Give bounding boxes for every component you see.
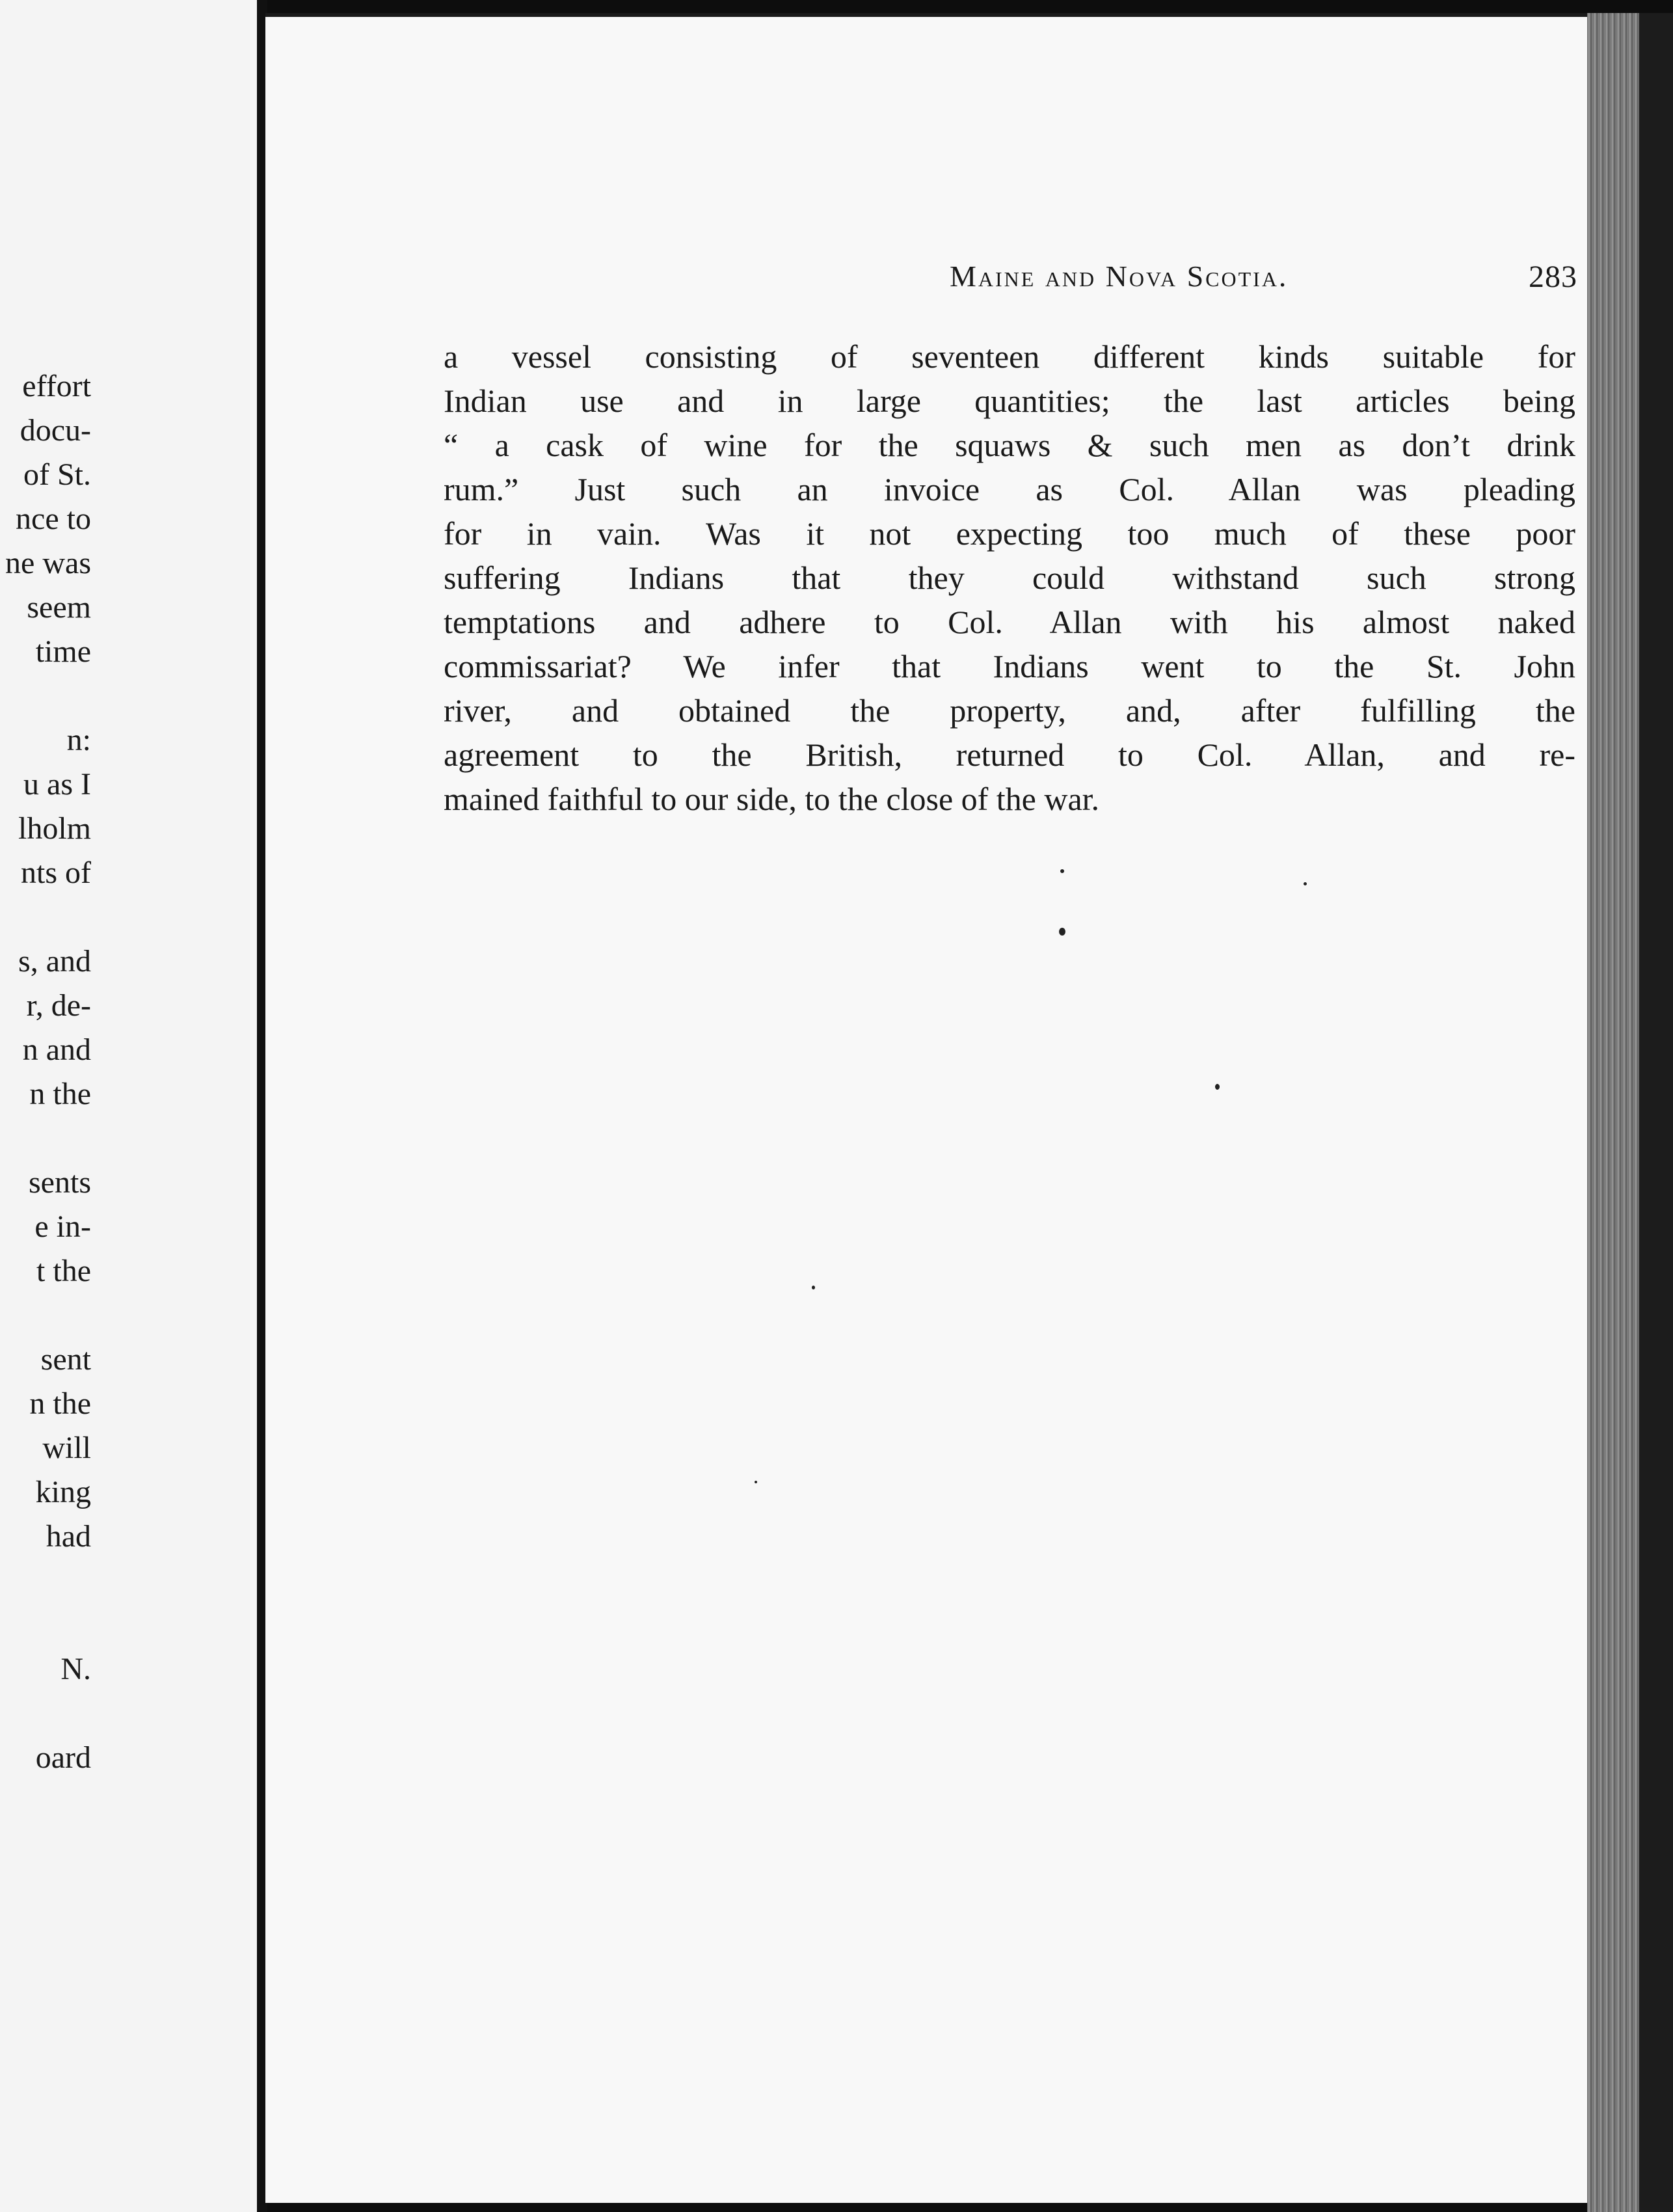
facing-page-text xyxy=(0,364,91,1780)
facing-line xyxy=(0,1116,91,1161)
text-line: for in vain. Was it not expecting too much of these poor xyxy=(444,515,1575,552)
facing-line xyxy=(0,674,91,718)
facing-line: of St. xyxy=(23,457,91,492)
facing-line: will xyxy=(42,1431,91,1465)
text-line: temptations and adhere to Col. Allan with his almost naked xyxy=(444,604,1575,640)
facing-line xyxy=(0,1603,91,1647)
facing-line: nce to xyxy=(16,502,91,536)
facing-line: sent xyxy=(40,1342,91,1377)
text-line: river, and obtained the property, and, after fulfilling the xyxy=(444,692,1575,729)
facing-line: t the xyxy=(36,1254,91,1288)
page-number: 283 xyxy=(1529,260,1577,294)
ink-speck xyxy=(1059,928,1065,936)
facing-line: ne was xyxy=(5,546,91,580)
facing-line: oard xyxy=(35,1740,91,1775)
facing-line: king xyxy=(35,1475,91,1509)
facing-line: e in- xyxy=(34,1209,91,1244)
facing-line: had xyxy=(46,1519,91,1554)
facing-line: effort xyxy=(22,369,91,403)
facing-line: n and xyxy=(22,1032,91,1067)
ink-speck xyxy=(812,1286,815,1289)
text-line: suffering Indians that they could withstand such strong xyxy=(444,560,1575,596)
facing-line: sents xyxy=(29,1165,91,1200)
ink-speck xyxy=(755,1481,757,1483)
facing-line: r, de- xyxy=(26,988,91,1023)
text-line: mained faithful to our side, to the close of the war. xyxy=(444,781,1100,817)
facing-line: n the xyxy=(29,1386,91,1421)
ink-speck xyxy=(1304,882,1307,885)
text-line: commissariat? We infer that Indians went to the St. John xyxy=(444,648,1575,684)
facing-page xyxy=(0,0,260,2212)
facing-line: docu- xyxy=(20,413,91,448)
body-paragraph xyxy=(444,334,1575,821)
running-title: Maine and Nova Scotia. xyxy=(950,260,1289,293)
book-cover-edge xyxy=(1639,13,1673,2212)
ink-speck xyxy=(1215,1084,1220,1090)
text-line: “ a cask of wine for the squaws & such men as don’t drink xyxy=(444,427,1575,463)
facing-line xyxy=(0,1293,91,1338)
facing-line xyxy=(0,895,91,939)
text-line: agreement to the British, returned to Col. Allan, and re- xyxy=(444,736,1575,773)
facing-line: lholm xyxy=(18,811,91,846)
text-line: Indian use and in large quantities; the last articles being xyxy=(444,383,1575,419)
ink-speck xyxy=(1060,869,1064,873)
text-line: rum.” Just such an invoice as Col. Allan was pleading xyxy=(444,471,1575,507)
facing-line: s, and xyxy=(18,944,91,978)
text-line: a vessel consisting of seventeen different kinds suitable for xyxy=(444,338,1575,375)
facing-line: n the xyxy=(29,1077,91,1111)
facing-line xyxy=(0,1559,91,1603)
facing-line xyxy=(0,1692,91,1736)
facing-line: seem xyxy=(27,590,91,625)
facing-line: time xyxy=(35,634,91,669)
facing-line: u as I xyxy=(23,767,91,802)
facing-line: nts of xyxy=(21,856,91,890)
facing-line: N. xyxy=(60,1652,91,1686)
facing-line: n: xyxy=(66,723,91,757)
book-page xyxy=(265,13,1596,2203)
